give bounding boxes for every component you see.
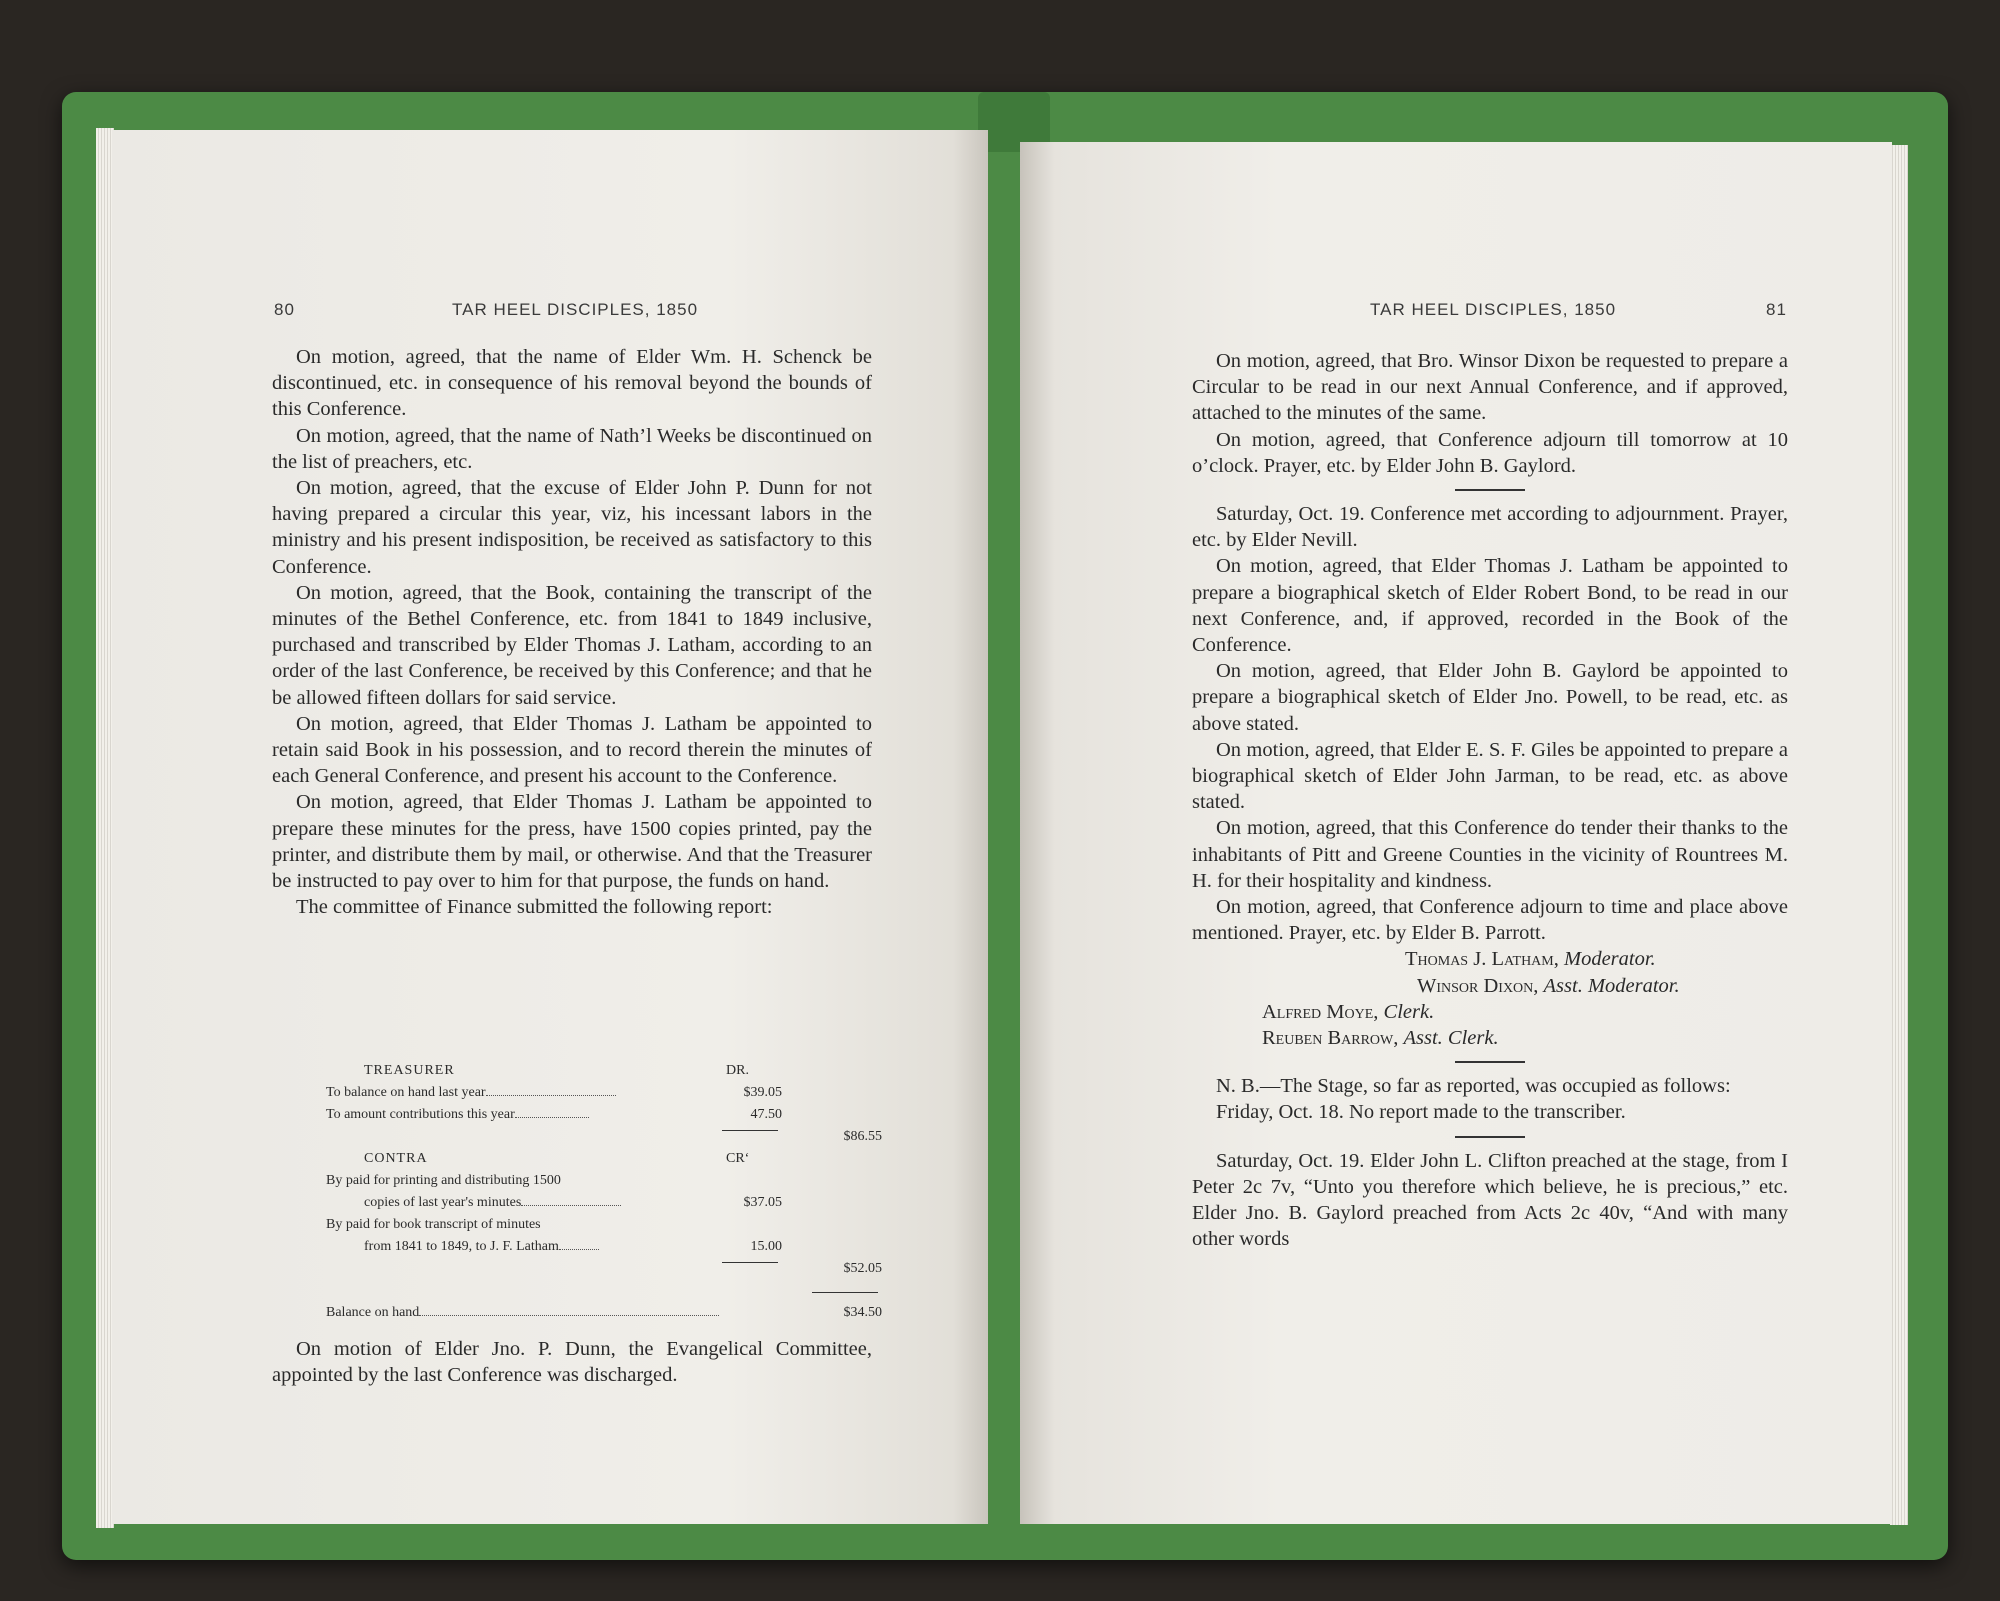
moderator-name: Thomas J. Latham,: [1405, 948, 1559, 971]
finance-ledger: [326, 1060, 886, 1324]
ledger-row-label: To balance on hand last year: [326, 1085, 486, 1100]
right-paragraph: On motion, agreed, that Elder John B. Gaylord be appointed to prepare a biographical sketch of Elder Jno. Powell, to be read, etc. as above stated.: [1192, 660, 1788, 735]
right-paragraph: On motion, agreed, that Bro. Winsor Dixon be requested to prepare a Circular to be read in our next Annual Conference, and if approved, attached to the minutes of the same.: [1192, 350, 1788, 425]
clerk-title: Clerk.: [1383, 1000, 1435, 1023]
ledger-balance-label: Balance on hand: [326, 1305, 420, 1320]
page-edges-right: [1890, 145, 1908, 1525]
ledger-row-label: To amount contributions this year: [326, 1107, 515, 1122]
left-running-head: TAR HEEL DISCIPLES, 1850: [452, 300, 699, 319]
left-paragraph: On motion, agreed, that Elder Thomas J. Latham be appointed to retain said Book in his possession, and to record therein the minutes of each General Conference, and present his account to the Conference.: [272, 712, 872, 788]
left-body-text: [272, 344, 872, 920]
right-body-text: [1192, 348, 1788, 1253]
ledger-cr-heading: CR‘: [726, 1151, 750, 1166]
ledger-amount: $39.05: [743, 1085, 782, 1100]
leader-dots: [486, 1085, 616, 1096]
ledger-dr-heading: DR.: [726, 1063, 749, 1078]
left-page-number: 80: [274, 300, 295, 319]
ledger-cr-total: $52.05: [843, 1261, 882, 1276]
section-rule: [1455, 1061, 1525, 1063]
ledger-rule: [722, 1262, 778, 1263]
asst-moderator-name: Winsor Dixon,: [1417, 974, 1539, 997]
left-paragraph: On motion, agreed, that the name of Nath’l Weeks be discontinued on the list of preachers, etc.: [272, 424, 872, 473]
right-paragraph: On motion, agreed, that Elder Thomas J. Latham be appointed to prepare a biographical sketch of Elder Robert Bond, to be read in our next Conference, and, if approved, recorded in the Book of the Conference.: [1192, 555, 1788, 657]
left-paragraph: On motion, agreed, that Elder Thomas J. Latham be appointed to prepare these minutes for the press, have 1500 copies printed, pay the printer, and distribute them by mail, or otherwise. And that the Treasurer be instructed to pay over to him for that purpose, the funds on hand.: [272, 791, 872, 893]
asst-clerk-title: Asst. Clerk.: [1403, 1027, 1499, 1050]
right-running-head: TAR HEEL DISCIPLES, 1850: [1370, 300, 1617, 319]
right-paragraph: N. B.—The Stage, so far as reported, was occupied as follows:: [1216, 1075, 1731, 1098]
ledger-row-label: By paid for printing and distributing 1500: [326, 1173, 561, 1188]
leader-dots: [419, 1305, 719, 1316]
section-rule: [1455, 1136, 1525, 1138]
left-paragraph: On motion, agreed, that the excuse of Elder John P. Dunn for not having prepared a circular this year, viz, his incessant labors in the ministry and his present indisposition, be received as satisfactory to this Conference.: [272, 477, 872, 578]
left-paragraph: On motion, agreed, that the Book, containing the transcript of the minutes of the Bethel Conference, etc. from 1841 to 1849 inclusive, purchased and transcribed by Elder Thomas J. Latham, according to an order of the last Conference, be received by this Conference; and that he be allowed fifteen dollars for said service.: [272, 581, 872, 709]
ledger-amount: 15.00: [750, 1239, 782, 1254]
right-paragraph: Saturday, Oct. 19. Conference met according to adjournment. Prayer, etc. by Elder Nevill.: [1192, 503, 1788, 552]
ledger-row-label: By paid for book transcript of minutes: [326, 1217, 541, 1232]
ledger-treasurer-heading: TREASURER: [364, 1063, 455, 1078]
right-paragraph: On motion, agreed, that Conference adjourn till tomorrow at 10 o’clock. Prayer, etc. by Elder John B. Gaylord.: [1192, 428, 1788, 477]
right-paragraph: On motion, agreed, that this Conference do tender their thanks to the inhabitants of Pitt and Greene Counties in the vicinity of Rountrees M. H. for their hospitality and kindness.: [1192, 817, 1788, 892]
leader-dots: [515, 1107, 589, 1118]
right-page-number: 81: [1766, 300, 1787, 319]
right-paragraph: On motion, agreed, that Elder E. S. F. Giles be appointed to prepare a biographical sketch of Elder John Jarman, to be read, etc. as above stated.: [1192, 738, 1788, 814]
ledger-rule: [722, 1130, 778, 1131]
left-paragraph: On motion of Elder Jno. P. Dunn, the Evangelical Committee, appointed by the last Conference was discharged.: [272, 1338, 872, 1387]
left-paragraph: On motion, agreed, that the name of Elder Wm. H. Schenck be discontinued, etc. in consequence of his removal beyond the bounds of this Conference.: [272, 346, 872, 421]
right-paragraph: Friday, Oct. 18. No report made to the transcriber.: [1216, 1101, 1626, 1124]
clerk-name: Alfred Moye,: [1262, 1000, 1379, 1023]
left-paragraph: The committee of Finance submitted the following report:: [296, 896, 773, 919]
left-closing-text: [272, 1336, 872, 1388]
ledger-balance-amount: $34.50: [843, 1305, 882, 1320]
ledger-amount: $37.05: [743, 1195, 782, 1210]
ledger-row-label: copies of last year's minutes: [364, 1195, 522, 1210]
ledger-amount: 47.50: [750, 1107, 782, 1122]
right-paragraph: Saturday, Oct. 19. Elder John L. Clifton preached at the stage, from I Peter 2c 7v, “Unto you therefore which believe, he is precious,” etc. Elder Jno. B. Gaylord preached from Acts 2c 40v, “And with many other words: [1192, 1149, 1788, 1251]
asst-clerk-name: Reuben Barrow,: [1262, 1027, 1399, 1050]
moderator-title: Moderator.: [1564, 948, 1656, 971]
section-rule: [1455, 489, 1525, 491]
signature-block: [1192, 946, 1788, 1051]
ledger-dr-total: $86.55: [843, 1129, 882, 1144]
leader-dots: [521, 1195, 621, 1206]
ledger-row-label: from 1841 to 1849, to J. F. Latham: [364, 1239, 559, 1254]
right-paragraph: On motion, agreed, that Conference adjourn to time and place above mentioned. Prayer, etc. by Elder B. Parrott.: [1192, 896, 1788, 945]
leader-dots: [559, 1239, 599, 1250]
ledger-contra-heading: CONTRA: [364, 1151, 428, 1166]
ledger-rule: [812, 1292, 878, 1293]
asst-moderator-title: Asst. Moderator.: [1543, 974, 1680, 997]
